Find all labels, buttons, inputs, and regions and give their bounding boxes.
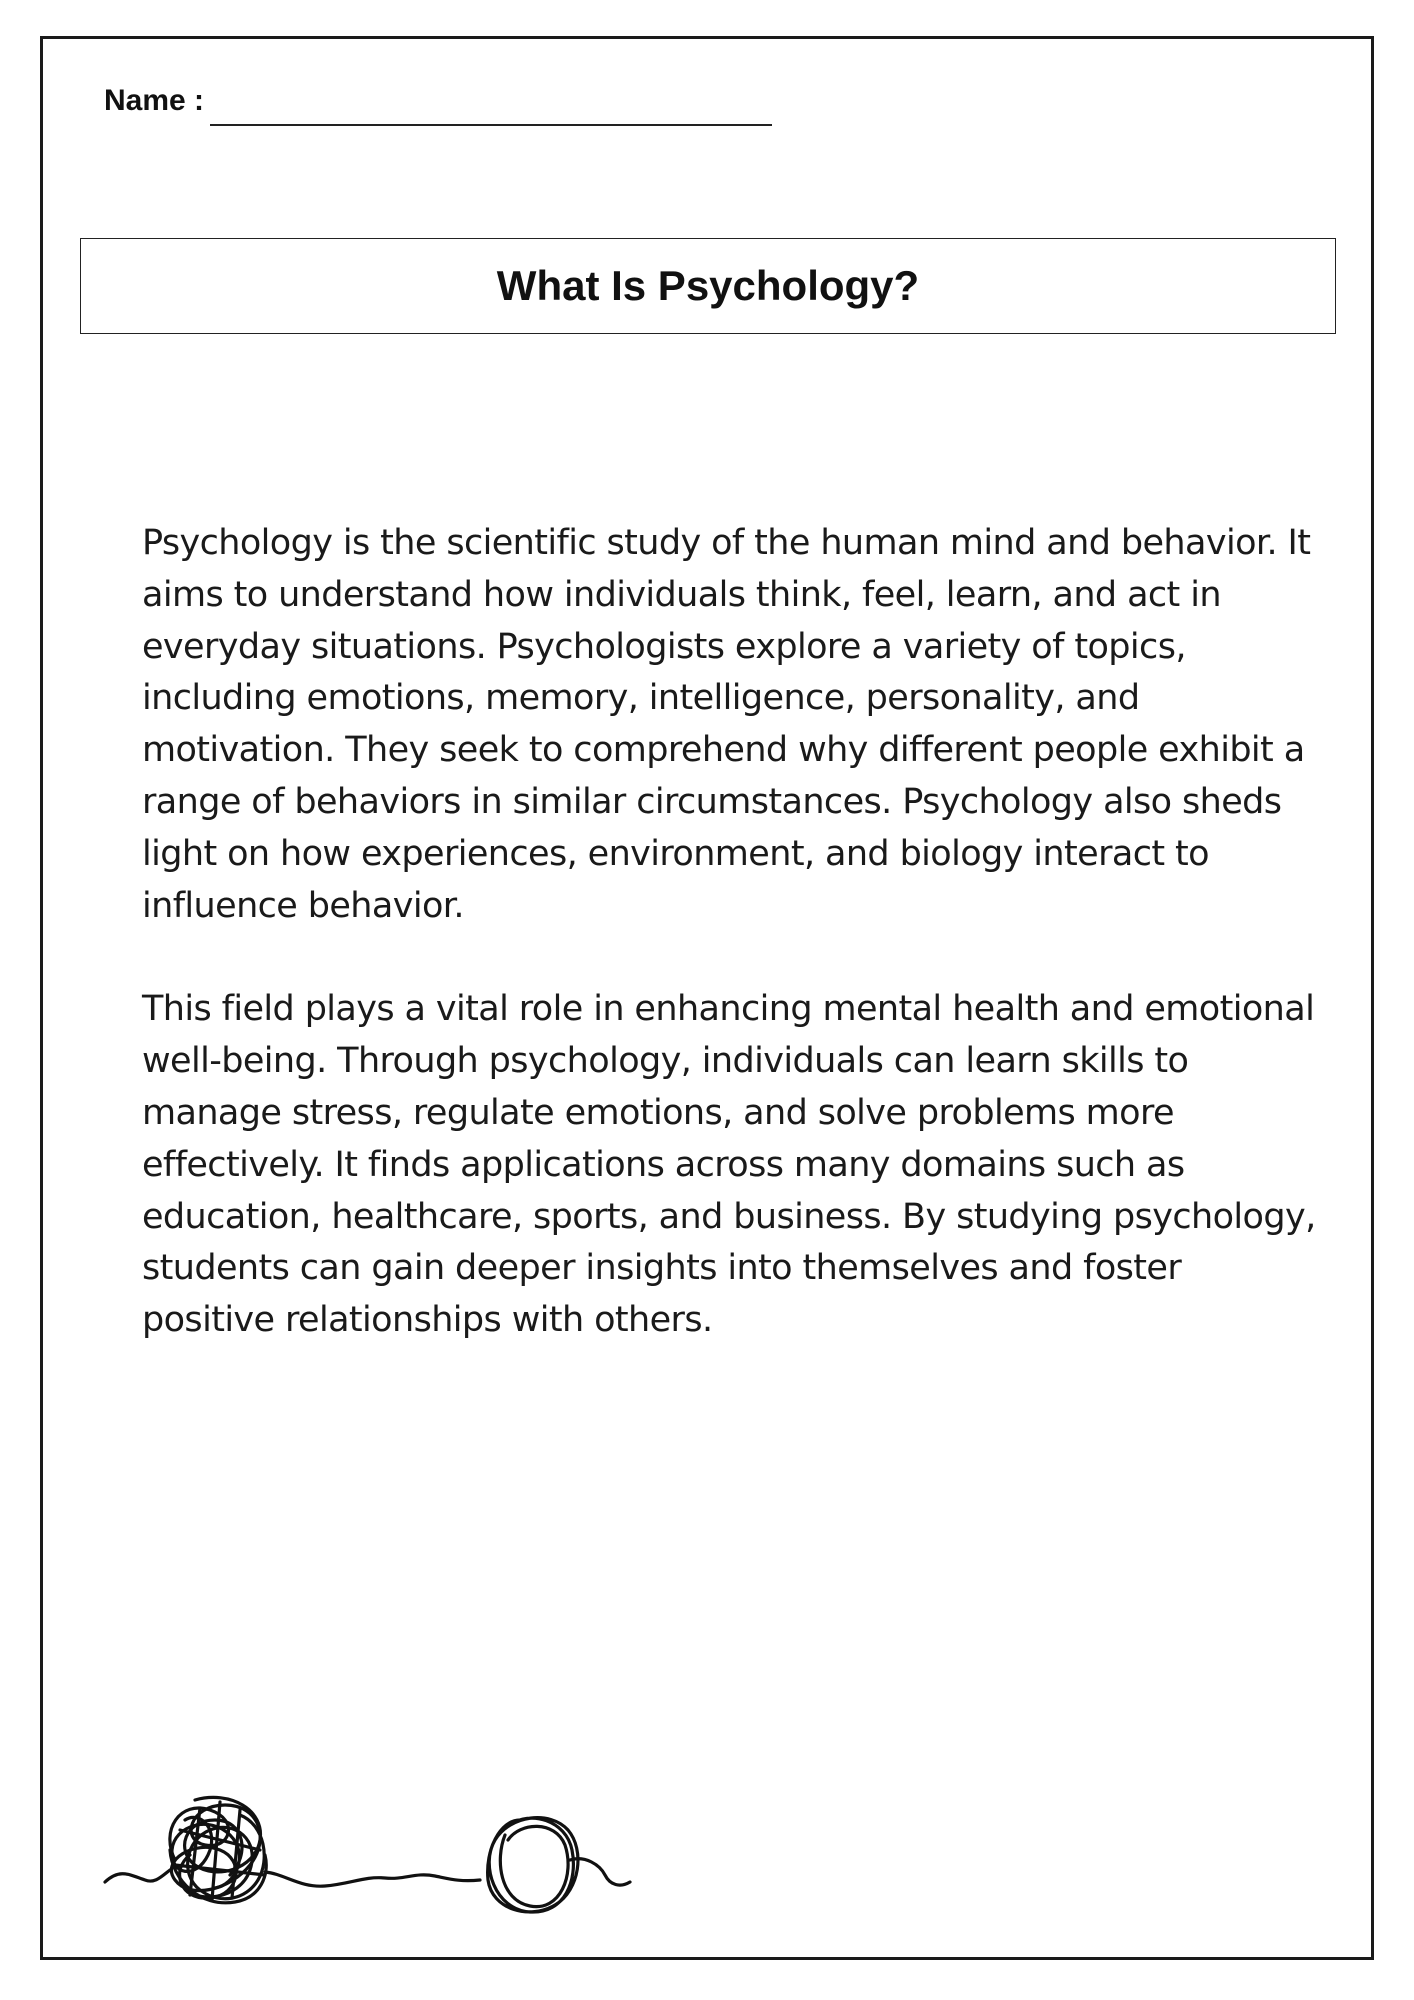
page-title: What Is Psychology? <box>496 262 920 309</box>
paragraph-1: Psychology is the scientific study of the human mind and behavior. It aims to understand how individuals think, feel, learn, and act in everyday situations. Psychologists explore a variety of topics, including emotions, memory, intelligence, personality, and motivation. They seek to comprehend why different people exhibit a range of behaviors in similar circumstances. Psychology also sheds light on how experiences, environment, and biology interact to influence behavior. <box>142 523 1311 926</box>
name-label: Name : <box>104 84 205 117</box>
title-box <box>80 238 1336 334</box>
paragraph-2: This field plays a vital role in enhancing mental health and emotional well-being. Through psychology, individuals can learn skills to manage stress, regulate emotions, and solve problems more effectively. It finds applications across many domains such as education, healthcare, sports, and business. By studying psychology, students can gain deeper insights into themselves and foster positive relationships with others. <box>142 989 1316 1341</box>
tangled-to-untangled-scribble-icon <box>100 1780 680 1930</box>
name-input-line[interactable] <box>210 124 772 126</box>
name-row <box>104 84 772 118</box>
article-body <box>142 518 1322 1399</box>
